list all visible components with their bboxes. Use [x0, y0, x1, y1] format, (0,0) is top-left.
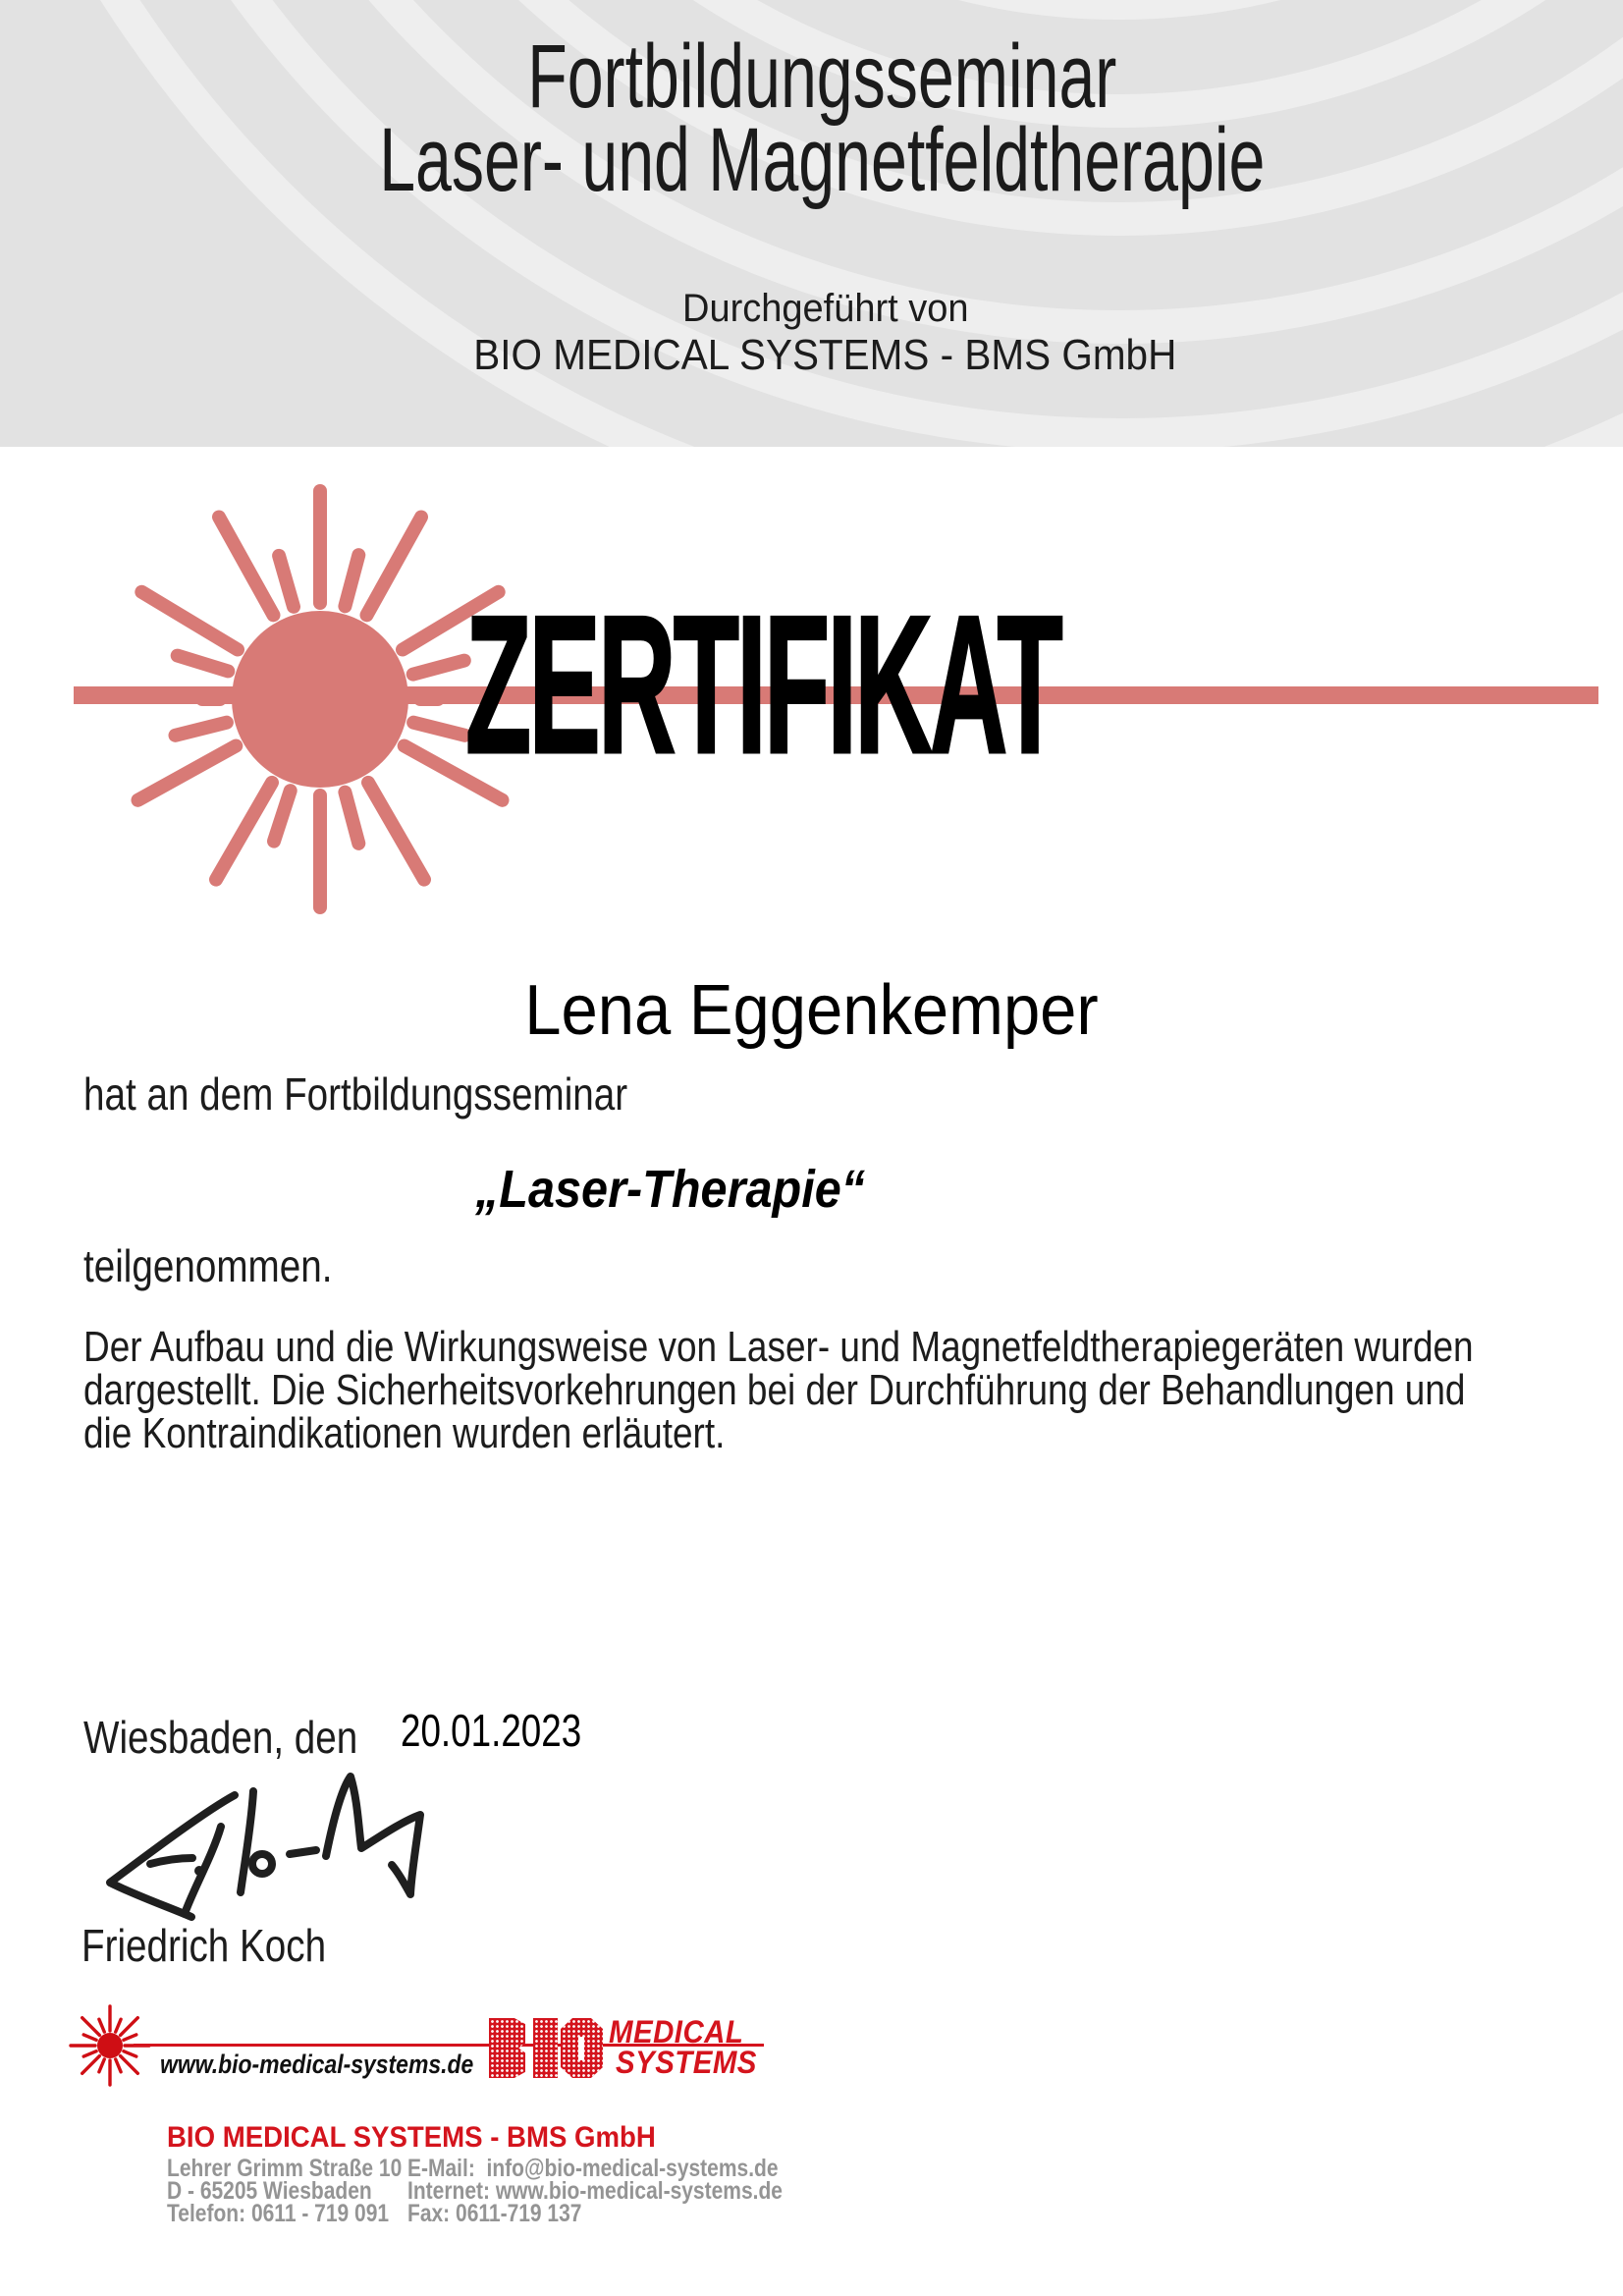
- intro-text: hat an dem Fortbildungsseminar: [83, 1068, 628, 1120]
- signature: [86, 1760, 450, 1941]
- footer-contact-block: [407, 2155, 783, 2227]
- seminar-heading: [227, 27, 1395, 210]
- description-line: Der Aufbau und die Wirkungsweise von Laser- und Magnetfeldtherapiegeräten wurden: [83, 1323, 1474, 1371]
- description-line: die Kontraindikationen wurden erläutert.: [83, 1409, 726, 1457]
- address-city: D - 65205 Wiesbaden: [167, 2177, 372, 2205]
- certificate-heading: ZERTIFIKAT: [465, 575, 1060, 794]
- logo-letter-i: [533, 2018, 558, 2078]
- logo-letter-o: [561, 2018, 603, 2078]
- seminar-title: „Laser-Therapie“: [475, 1160, 866, 1219]
- participation-text: teilgenommen.: [83, 1240, 333, 1291]
- logo-systems-text: SYSTEMS: [616, 2045, 757, 2080]
- description-line: dargestellt. Die Sicherheitsvorkehrungen bei der Durchführung der Behandlungen und: [83, 1366, 1466, 1414]
- logo-letter-b: [489, 2018, 525, 2078]
- seminar-heading-line1: Fortbildungsseminar: [527, 27, 1117, 127]
- description-paragraph: [83, 1323, 1474, 1457]
- address-phone: Telefon: 0611 - 719 091: [167, 2200, 390, 2227]
- date-value: 20.01.2023: [401, 1705, 582, 1756]
- logo-medical-text: MEDICAL: [609, 2014, 744, 2050]
- conducted-by-label: Durchgeführt von: [681, 287, 969, 330]
- address-street: Lehrer Grimm Straße 10: [167, 2155, 403, 2182]
- footer-address-block: [167, 2155, 403, 2227]
- place-label: Wiesbaden, den: [83, 1712, 358, 1763]
- contact-email: E-Mail: info@bio-medical-systems.de: [407, 2155, 779, 2182]
- header-banner: [0, 0, 1623, 447]
- recipient-name: Lena Eggenkemper: [524, 971, 1099, 1050]
- organizer-name: BIO MEDICAL SYSTEMS - BMS GmbH: [473, 331, 1177, 379]
- contact-fax: Fax: 0611-719 137: [407, 2200, 582, 2227]
- contact-internet: Internet: www.bio-medical-systems.de: [407, 2177, 783, 2205]
- seminar-heading-line2: Laser- und Magnetfeldtherapie: [379, 110, 1266, 210]
- website-url: www.bio-medical-systems.de: [160, 2050, 474, 2079]
- signer-name: Friedrich Koch: [81, 1920, 327, 1971]
- footer-company-name: BIO MEDICAL SYSTEMS - BMS GmbH: [167, 2121, 656, 2154]
